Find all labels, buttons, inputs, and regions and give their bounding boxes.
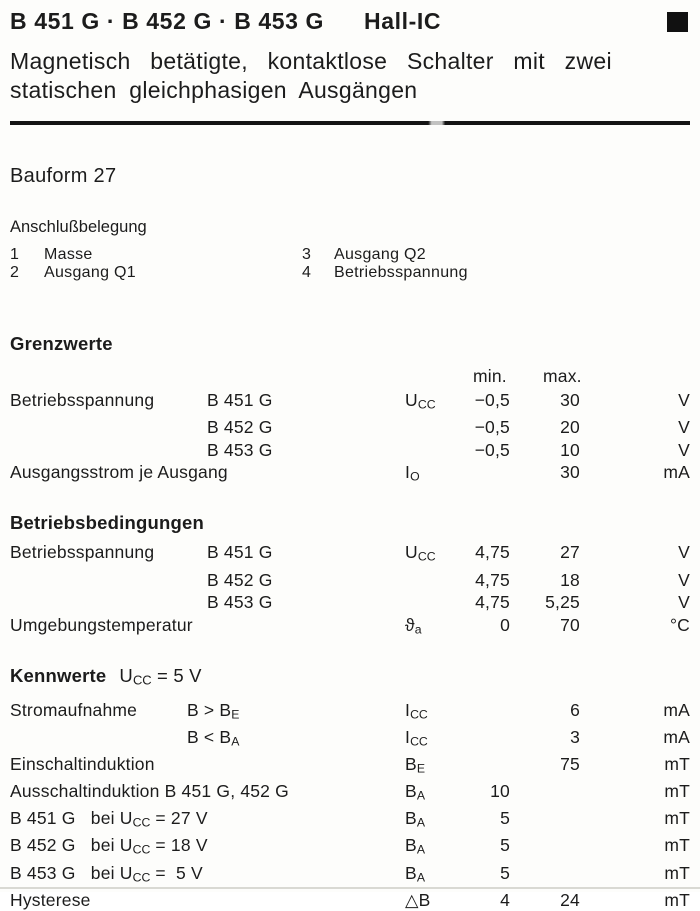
spec-row — [10, 461, 690, 488]
subscript: CC — [132, 842, 151, 857]
spec-max-value: 75 — [560, 753, 580, 774]
spec-unit: V — [678, 416, 690, 437]
subscript: A — [416, 842, 426, 857]
spec-symbol: $B_E$ — [405, 753, 426, 776]
column-header-spacer — [405, 365, 473, 388]
subtitle-line-1: Magnetisch betätigte, kontaktlose Schalter mit zwei — [10, 48, 612, 74]
spec-symbol: $B_A$ — [405, 862, 426, 884]
spec-symbol: $I_O$ — [405, 462, 420, 484]
pin-label: Ausgang Q2 — [334, 246, 426, 263]
spec-unit: mT — [664, 889, 690, 910]
spec-parameter-label: Betriebsspannung B 451 G — [10, 389, 273, 410]
spec-symbol — [405, 591, 473, 614]
spec-row — [10, 834, 690, 861]
spec-max-value: 30 — [560, 462, 580, 483]
page-bottom-divider — [0, 887, 700, 889]
subscript: A — [416, 869, 426, 884]
spec-min-value — [473, 753, 543, 780]
spec-parameter-label — [10, 439, 405, 462]
spec-min-value — [473, 699, 543, 726]
spec-symbol: △B — [405, 889, 431, 910]
spec-min-value: 10 — [490, 781, 510, 802]
pin-number: 2 — [10, 263, 20, 281]
spec-parameter-sublabel: B 453 G — [207, 592, 273, 613]
subscript: CC — [132, 869, 151, 884]
spec-min-value: 4 — [500, 889, 510, 910]
spec-parameter-sublabel: $B > B_E$ — [187, 699, 240, 722]
subscript: CC — [410, 734, 428, 749]
spec-max-value: 5,25 — [545, 592, 580, 613]
spec-row — [10, 591, 690, 614]
subscript: A — [416, 815, 426, 830]
spec-unit: mT — [664, 753, 690, 774]
spec-parameter-sublabel: B 452 G — [207, 416, 273, 437]
spec-unit: V — [678, 592, 690, 613]
spec-row — [10, 439, 690, 462]
column-header-min: min. — [473, 366, 507, 386]
subscript: CC — [132, 815, 151, 830]
spec-max-value: 27 — [560, 542, 580, 563]
spec-unit: mA — [663, 462, 690, 483]
spec-max-value: 20 — [560, 416, 580, 437]
spec-parameter-label: Stromaufnahme $B > B_E$ — [10, 699, 405, 726]
spec-section — [10, 332, 690, 488]
spec-parameter-label: B 452 G bei $U_{CC} = 18$ V — [10, 835, 208, 857]
subscript: CC — [132, 672, 152, 688]
spec-symbol — [405, 416, 473, 439]
spec-min-value: 0 — [500, 614, 510, 635]
spec-unit: mT — [664, 781, 690, 802]
spec-min-value: 4,75 — [475, 592, 510, 613]
spec-max-value — [543, 862, 635, 889]
spec-max-value — [543, 834, 635, 861]
spec-unit: V — [678, 439, 690, 460]
black-square-icon — [667, 12, 688, 32]
spec-unit: mA — [663, 699, 690, 720]
spec-symbol: $B_A$ — [405, 835, 426, 857]
spec-row — [10, 541, 690, 568]
spec-row — [10, 416, 690, 439]
section-title-text: Betriebsbedingungen — [10, 512, 204, 534]
spec-symbol: $B_A$ — [405, 808, 426, 830]
spec-symbol: $U_{CC}$ — [405, 542, 436, 564]
spec-sections — [10, 332, 690, 911]
pin-number: 4 — [302, 263, 312, 281]
pin-label: Betriebsspannung — [334, 263, 468, 281]
spec-unit: V — [678, 542, 690, 563]
spec-row — [10, 780, 690, 807]
spec-row — [10, 569, 690, 592]
spec-parameter-label — [10, 726, 405, 753]
subscript: O — [410, 469, 420, 484]
spec-unit: mT — [664, 862, 690, 883]
spec-parameter-sublabel: B 451 G — [207, 389, 273, 410]
subscript: CC — [417, 397, 436, 412]
spec-parameter-label — [10, 591, 405, 614]
spec-parameter-sublabel: B 453 G — [207, 439, 273, 460]
spec-symbol — [405, 439, 473, 462]
spec-row — [10, 807, 690, 834]
page-title-models: B 451 G · B 452 G · B 453 G — [10, 8, 325, 34]
spec-parameter-label: B 453 G bei $U_{CC} = 5$ V — [10, 862, 203, 884]
column-header-row — [10, 365, 690, 388]
spec-max-value: 10 — [560, 439, 580, 460]
spec-unit: mT — [664, 808, 690, 829]
spec-parameter-sublabel: $B < B_A$ — [187, 726, 240, 749]
section-title — [10, 664, 690, 693]
section-title-text: Kennwerte — [10, 665, 107, 687]
header-divider — [10, 121, 690, 125]
spec-unit: mA — [663, 726, 690, 747]
spec-max-value — [543, 780, 635, 807]
spec-min-value: 5 — [500, 835, 510, 856]
spec-parameter-label: Betriebsspannung B 451 G — [10, 542, 273, 563]
spec-min-value — [473, 461, 543, 488]
subscript: A — [416, 788, 426, 803]
section-title — [10, 332, 690, 356]
spec-max-value: 70 — [560, 614, 580, 635]
spec-row — [10, 699, 690, 726]
spec-rows — [10, 699, 690, 911]
spec-min-value: −0,5 — [474, 389, 510, 410]
spec-row — [10, 726, 690, 753]
column-header-spacer — [635, 365, 690, 388]
spec-unit: mT — [664, 835, 690, 856]
spec-min-value: 5 — [500, 862, 510, 883]
spec-parameter-sublabel: B 452 G — [207, 569, 273, 590]
spec-section — [10, 511, 690, 641]
spec-max-value: 30 — [560, 389, 580, 410]
spec-parameter-label: Umgebungstemperatur — [10, 614, 193, 635]
pinout-table — [10, 246, 690, 281]
spec-row — [10, 889, 690, 911]
spec-symbol: $B_A$ — [405, 781, 426, 803]
subscript: CC — [417, 549, 436, 564]
subscript: A — [231, 734, 240, 749]
subscript: CC — [410, 707, 428, 722]
spec-unit: V — [678, 569, 690, 590]
section-title-condition: $U_{CC} = 5$ V — [119, 665, 202, 688]
pin-label: Ausgang Q1 — [44, 263, 136, 281]
spec-row — [10, 614, 690, 641]
spec-max-value: 18 — [560, 569, 580, 590]
spec-max-value — [543, 807, 635, 834]
spec-symbol: $ϑ_a$ — [405, 614, 422, 637]
pin-label: Masse — [44, 246, 93, 263]
section-title — [10, 511, 690, 535]
spec-max-value: 6 — [570, 699, 580, 720]
spec-symbol: $U_{CC}$ — [405, 389, 436, 412]
pin-number: 1 — [10, 246, 20, 263]
section-title-text: Grenzwerte — [10, 333, 113, 354]
pinout-heading: Anschlußbelegung — [10, 218, 147, 236]
spec-max-value: 24 — [560, 889, 580, 910]
subscript: a — [414, 622, 422, 637]
column-header-spacer — [10, 365, 405, 388]
spec-symbol: $I_{CC}$ — [405, 726, 428, 749]
spec-parameter-label: Ausschaltinduktion B 451 G, 452 G — [10, 781, 289, 802]
spec-symbol — [405, 569, 473, 592]
spec-parameter-sublabel: B 451 G — [207, 542, 273, 563]
spec-unit: °C — [669, 614, 690, 635]
page-subtitle — [10, 47, 690, 105]
spec-parameter-label — [10, 416, 405, 439]
spec-rows — [10, 365, 690, 488]
spec-min-value: 4,75 — [475, 542, 510, 563]
spec-min-value — [473, 726, 543, 753]
spec-parameter-label: B 451 G bei $U_{CC} = 27$ V — [10, 808, 208, 830]
spec-max-value: 3 — [570, 726, 580, 747]
spec-min-value: 4,75 — [475, 569, 510, 590]
subtitle-line-2: statischen gleichphasigen Ausgängen — [10, 77, 418, 103]
spec-parameter-label — [10, 569, 405, 592]
page-header — [10, 8, 690, 34]
spec-row — [10, 389, 690, 416]
column-header-max: max. — [543, 366, 582, 386]
spec-symbol: $I_{CC}$ — [405, 699, 428, 722]
bauform-label: Bauform 27 — [10, 165, 117, 187]
pin-number: 3 — [302, 246, 312, 263]
page-title-type: Hall-IC — [364, 8, 442, 34]
spec-rows — [10, 541, 690, 641]
subscript: E — [231, 707, 240, 722]
spec-min-value: 5 — [500, 808, 510, 829]
spec-section — [10, 664, 690, 911]
spec-parameter-label: Einschaltinduktion — [10, 753, 155, 774]
spec-min-value: −0,5 — [474, 416, 510, 437]
spec-parameter-label: Hysterese — [10, 889, 91, 910]
spec-row — [10, 862, 690, 889]
spec-unit: V — [678, 389, 690, 410]
spec-min-value: −0,5 — [474, 439, 510, 460]
spec-row — [10, 753, 690, 780]
subscript: E — [416, 761, 426, 776]
spec-parameter-label: Ausgangsstrom je Ausgang — [10, 462, 228, 483]
